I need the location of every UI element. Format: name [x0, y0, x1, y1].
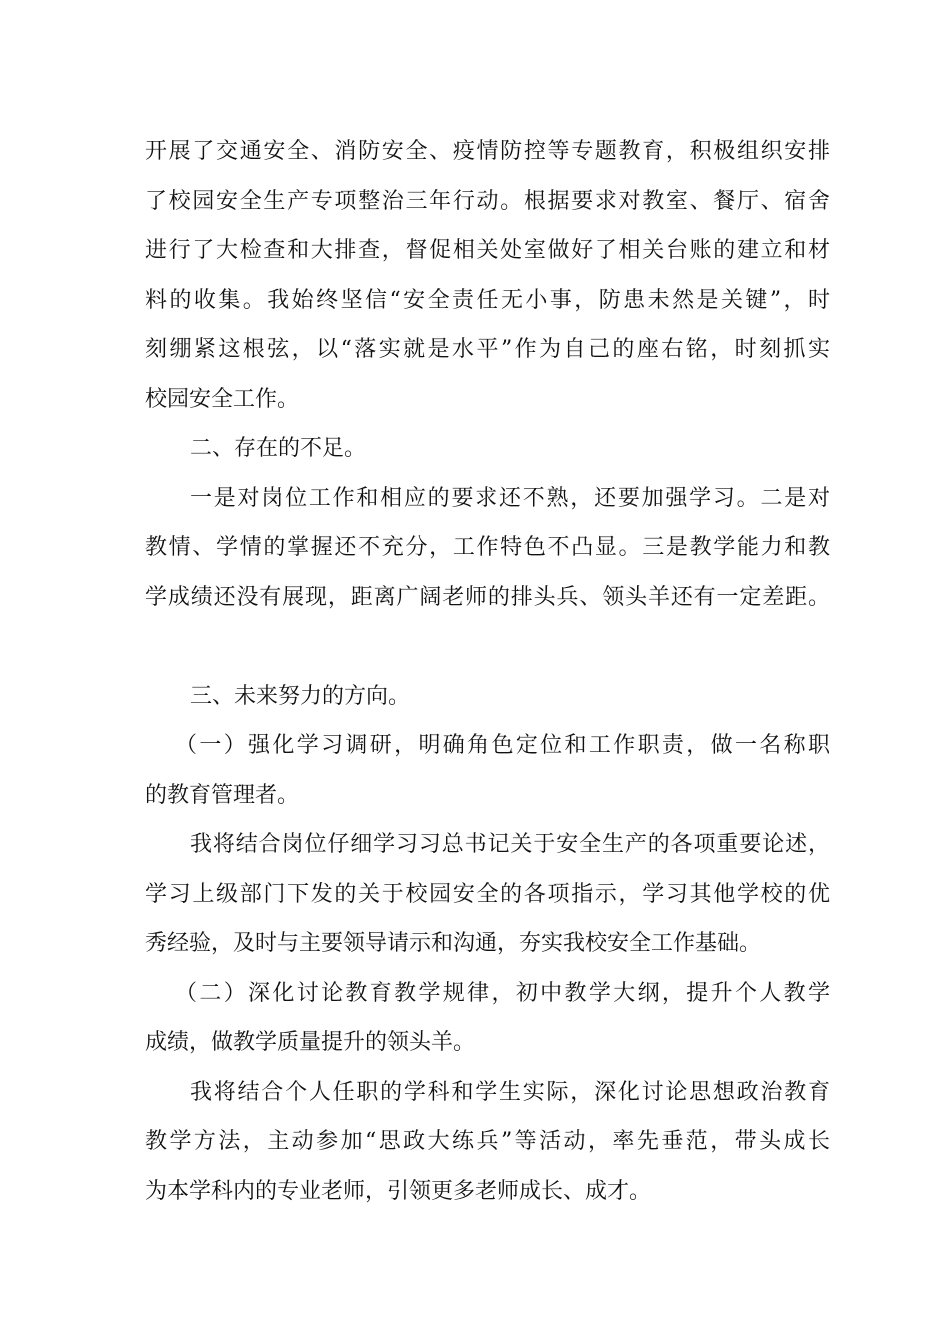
- body-line: 教情、学情的掌握还不充分，工作特色不凸显。三是教学能力和教: [145, 535, 830, 560]
- subsection-heading: 成绩，做教学质量提升的领头羊。: [145, 1030, 476, 1055]
- body-line: 开展了交通安全、消防安全、疫情防控等专题教育，积极组织安排: [145, 139, 830, 164]
- body-line: 刻绷紧这根弦，以“落实就是水平”作为自己的座右铭，时刻抓实: [145, 337, 830, 362]
- body-line: 教学方法，主动参加“思政大练兵”等活动，率先垂范，带头成长: [145, 1129, 830, 1154]
- body-line: 秀经验，及时与主要领导请示和沟通，夯实我校安全工作基础。: [145, 931, 762, 956]
- body-line: 一是对岗位工作和相应的要求还不熟，还要加强学习。二是对: [190, 486, 830, 511]
- subsection-heading: （二）深化讨论教育教学规律，初中教学大纲，提升个人教学: [175, 981, 830, 1006]
- body-line: 校园安全工作。: [145, 387, 300, 412]
- section-heading: 二、存在的不足。: [190, 436, 367, 461]
- body-line: 料的收集。我始终坚信“安全责任无小事，防患未然是关键”，时: [145, 288, 830, 313]
- body-line: 学成绩还没有展现，距离广阔老师的排头兵、领头羊还有一定差距。: [145, 585, 830, 610]
- body-line: 进行了大检查和大排查，督促相关处室做好了相关台账的建立和材: [145, 238, 830, 263]
- body-line: 我将结合个人任职的学科和学生实际，深化讨论思想政治教育: [190, 1080, 830, 1105]
- subsection-heading: （一）强化学习调研，明确角色定位和工作职责，做一名称职: [175, 733, 830, 758]
- section-heading: 三、未来努力的方向。: [190, 684, 411, 709]
- body-line: 为本学科内的专业老师，引领更多老师成长、成才。: [145, 1179, 652, 1204]
- body-line: 学习上级部门下发的关于校园安全的各项指示，学习其他学校的优: [145, 882, 830, 907]
- body-line: 我将结合岗位仔细学习习总书记关于安全生产的各项重要论述，: [190, 832, 830, 857]
- subsection-heading: 的教育管理者。: [145, 783, 300, 808]
- body-line: 了校园安全生产专项整治三年行动。根据要求对教室、餐厅、宿舍: [145, 189, 830, 214]
